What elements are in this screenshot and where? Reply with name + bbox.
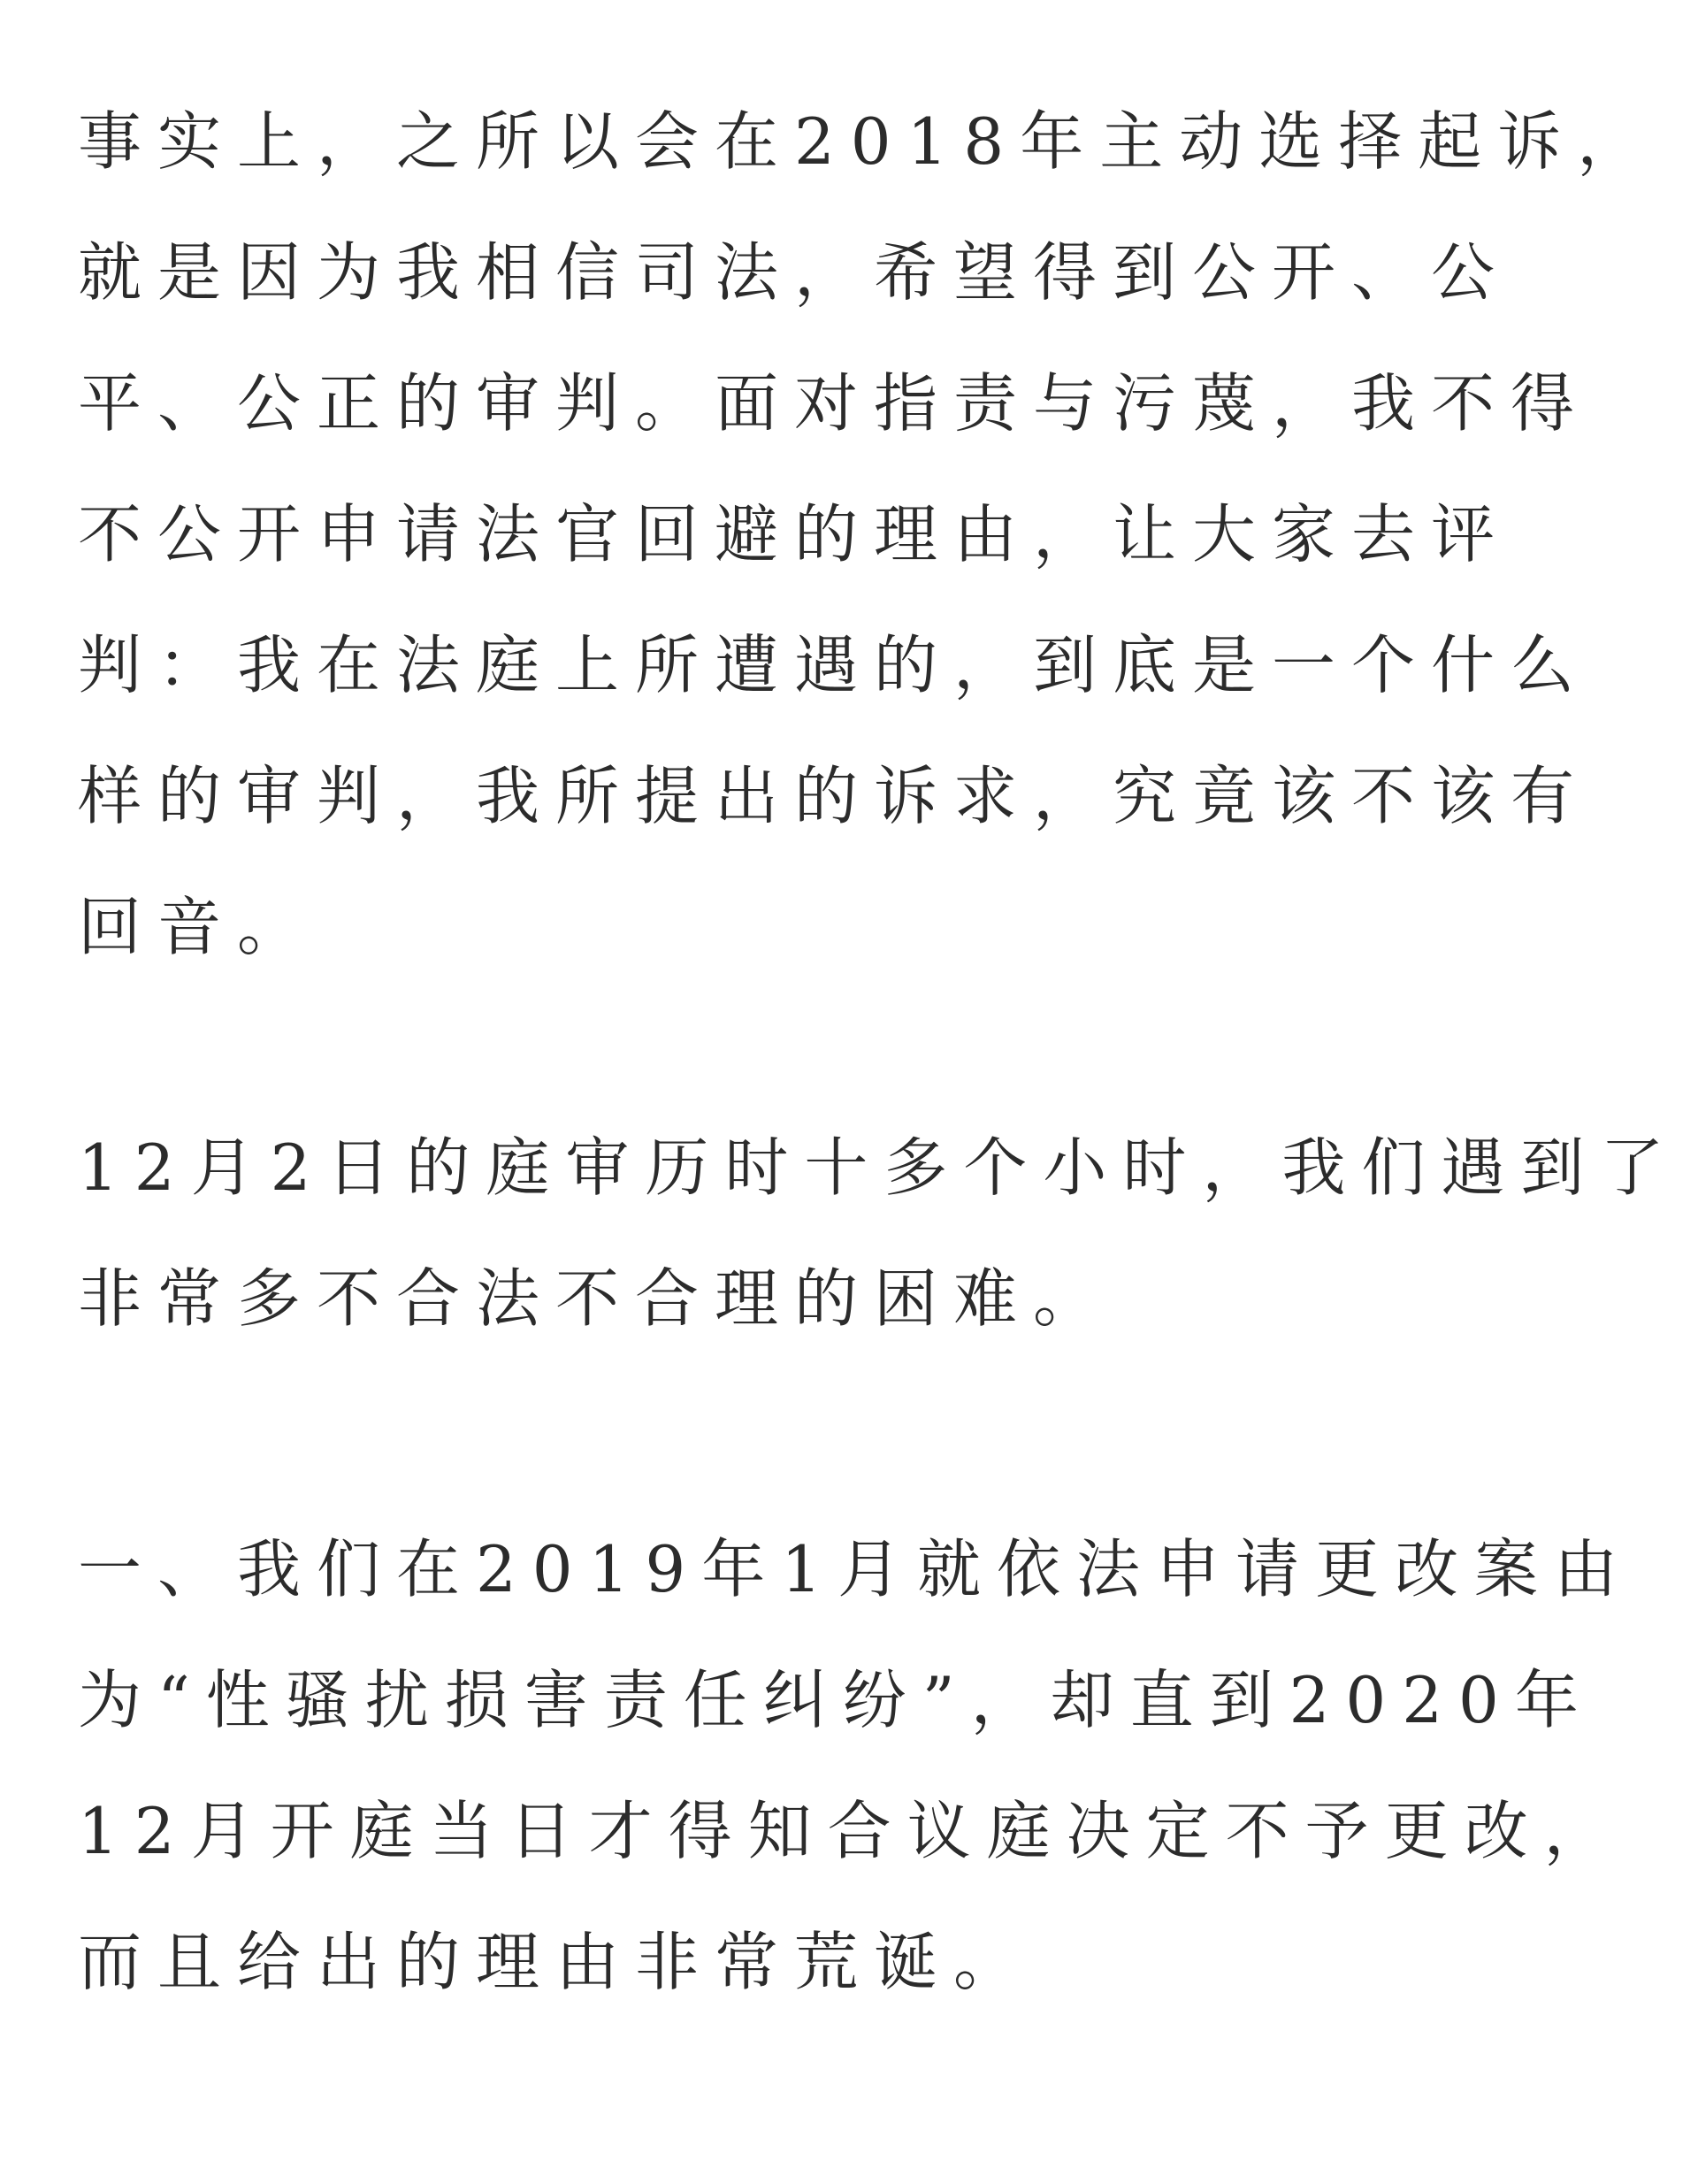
text-line: 事实上，之所以会在2018年主动选择起诉，: [78, 104, 1657, 179]
text-line: 12月开庭当日才得知合议庭决定不予更改，: [78, 1794, 1624, 1868]
paragraph-1: [78, 76, 1657, 992]
paragraph-2: [78, 1102, 1680, 1364]
text-line: 平、公正的审判。面对指责与污蔑，我不得: [78, 366, 1591, 441]
text-line: 12月2日的庭审历时十多个小时，我们遇到了: [78, 1130, 1680, 1205]
text-line: 为“性骚扰损害责任纠纷”，却直到2020年: [78, 1663, 1595, 1737]
text-line: 判：我在法庭上所遭遇的，到底是一个什么: [78, 628, 1591, 702]
text-line: 非常多不合法不合理的困难。: [78, 1261, 1113, 1336]
text-line: 不公开申请法官回避的理由，让大家去评: [78, 497, 1511, 571]
text-line: 而且给出的理由非常荒诞。: [78, 1925, 1034, 1999]
text-line: 一、我们在2019年1月就依法申请更改案由: [78, 1532, 1634, 1606]
paragraph-3: [78, 1504, 1634, 2027]
text-line: 回音。: [78, 890, 317, 964]
text-line: 就是因为我相信司法，希望得到公开、公: [78, 235, 1511, 310]
text-line: 样的审判，我所提出的诉求，究竟该不该有: [78, 759, 1591, 833]
